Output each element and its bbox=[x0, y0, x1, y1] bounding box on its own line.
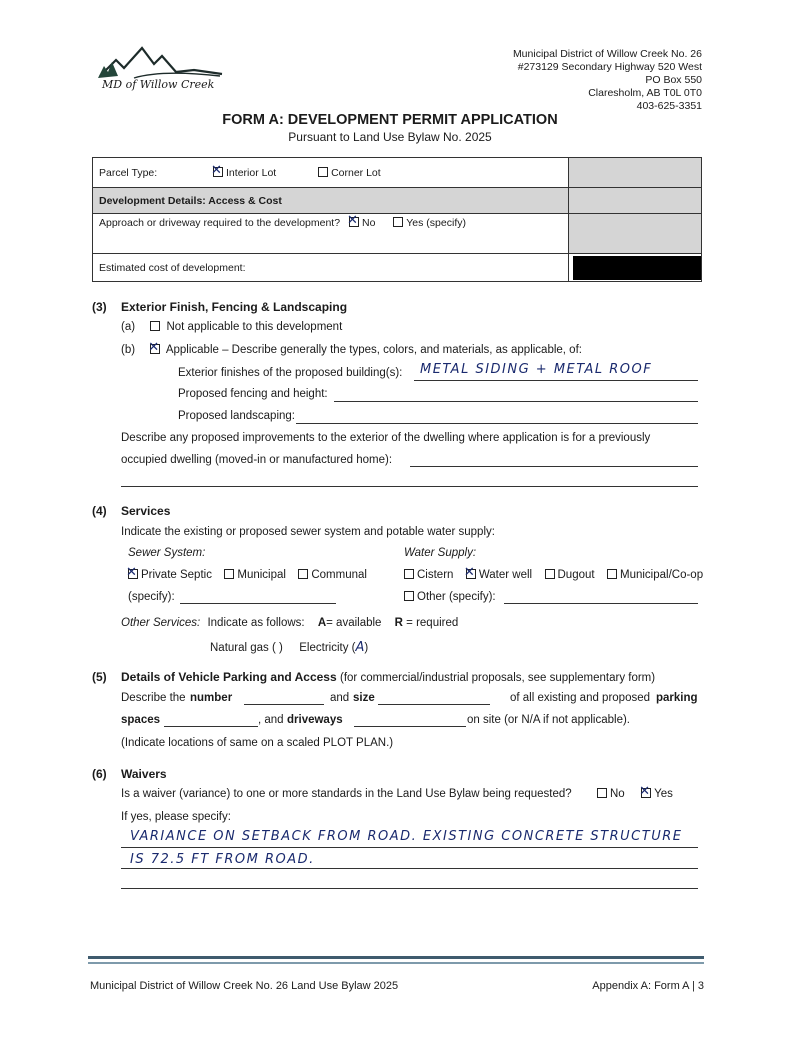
applicable-label: Applicable – Describe generally the types, colors, and materials, as applicable, of: bbox=[165, 344, 582, 356]
sewer-options bbox=[128, 569, 367, 581]
waiver-no-checkbox[interactable] bbox=[597, 788, 607, 798]
driveways-word: driveways bbox=[287, 714, 343, 726]
water-well-label: Water well bbox=[478, 569, 533, 581]
private-septic-label: Private Septic bbox=[141, 569, 212, 581]
required-key: R bbox=[394, 617, 403, 629]
waiver-line-3[interactable] bbox=[121, 888, 698, 889]
parking-spaces-line[interactable] bbox=[164, 726, 258, 727]
shaded-cell bbox=[569, 188, 702, 214]
municipal-sewer-checkbox[interactable] bbox=[224, 569, 234, 579]
shaded-cell bbox=[569, 214, 702, 254]
waiver-answer-line1[interactable]: VARIANCE ON SETBACK FROM ROAD. EXISTING CONCRETE STRUCTURE bbox=[130, 829, 683, 844]
municipal-coop-checkbox[interactable] bbox=[607, 569, 617, 579]
landscaping-input-line[interactable] bbox=[296, 423, 698, 424]
footer-left: Municipal District of Willow Creek No. 26 Land Use Bylaw 2025 bbox=[90, 980, 399, 992]
footer-rule-2 bbox=[88, 962, 704, 964]
improvements-text-2: occupied dwelling (moved-in or manufactured home): bbox=[121, 454, 393, 466]
section5-note: (for commercial/industrial proposals, see supplementary form) bbox=[340, 672, 656, 684]
section4-number: (4) bbox=[92, 504, 107, 518]
waiver-yes-checkbox[interactable] bbox=[641, 788, 651, 798]
waiver-line-2 bbox=[121, 868, 698, 869]
electricity-label: Electricity ( bbox=[299, 642, 356, 654]
fencing-label: Proposed fencing and height: bbox=[178, 388, 328, 400]
form-subtitle: Pursuant to Land Use Bylaw No. 2025 bbox=[288, 130, 492, 144]
dev-details-heading: Development Details: Access & Cost bbox=[93, 188, 569, 214]
parcel-type-label: Parcel Type: bbox=[99, 166, 158, 179]
estimated-cost-cell bbox=[569, 254, 702, 282]
landscaping-label: Proposed landscaping: bbox=[178, 410, 295, 422]
approach-yes-checkbox[interactable] bbox=[393, 217, 403, 227]
parking-describe-label: Describe the bbox=[121, 692, 186, 704]
electricity-close: ) bbox=[364, 642, 369, 654]
interior-lot-checkbox[interactable] bbox=[213, 167, 223, 177]
section4-title: Services bbox=[121, 504, 171, 518]
section3-option-a bbox=[121, 321, 342, 333]
parcel-details-table bbox=[92, 157, 702, 282]
private-septic-checkbox[interactable] bbox=[128, 569, 138, 579]
waiver-question: Is a waiver (variance) to one or more standards in the Land Use Bylaw being requested? bbox=[121, 788, 572, 800]
exterior-finishes-line bbox=[414, 380, 698, 381]
section5-heading bbox=[121, 670, 655, 684]
approach-yes-label: Yes (specify) bbox=[406, 217, 466, 229]
cistern-label: Cistern bbox=[417, 569, 454, 581]
address-line: 403-625-3351 bbox=[636, 100, 702, 112]
available-meaning: = available bbox=[326, 617, 382, 629]
option-b-marker: (b) bbox=[121, 344, 136, 356]
electricity-value[interactable]: A bbox=[355, 640, 365, 655]
logo bbox=[94, 42, 224, 98]
water-specify-line[interactable] bbox=[504, 603, 698, 604]
exterior-finishes-value[interactable]: METAL SIDING + METAL ROOF bbox=[420, 362, 653, 377]
address-line: Municipal District of Willow Creek No. 26 bbox=[512, 48, 702, 60]
driveways-line[interactable] bbox=[354, 726, 466, 727]
section5-title: Details of Vehicle Parking and Access bbox=[121, 670, 337, 684]
section5-number: (5) bbox=[92, 670, 107, 684]
dugout-label: Dugout bbox=[557, 569, 595, 581]
water-heading: Water Supply: bbox=[404, 547, 477, 559]
interior-lot-label: Interior Lot bbox=[226, 166, 277, 179]
dugout-checkbox[interactable] bbox=[545, 569, 555, 579]
natural-gas-field[interactable]: Natural gas ( ) bbox=[210, 642, 283, 654]
improvements-input-line-2[interactable] bbox=[121, 486, 698, 487]
plot-plan-note: (Indicate locations of same on a scaled PLOT PLAN.) bbox=[121, 737, 394, 749]
exterior-finishes-label: Exterior finishes of the proposed building(s): bbox=[178, 367, 403, 379]
address-line: PO Box 550 bbox=[645, 74, 702, 86]
cistern-checkbox[interactable] bbox=[404, 569, 414, 579]
footer-right: Appendix A: Form A | 3 bbox=[592, 980, 704, 992]
approach-question: Approach or driveway required to the development? bbox=[99, 217, 341, 229]
redacted-cost-block bbox=[573, 256, 701, 280]
mountain-logo-icon bbox=[94, 42, 224, 82]
shaded-cell bbox=[569, 158, 702, 188]
waiver-yes-label: Yes bbox=[654, 788, 673, 800]
other-water-label: Other (specify): bbox=[417, 591, 496, 603]
section6-number: (6) bbox=[92, 767, 107, 781]
improvements-text: Describe any proposed improvements to the exterior of the dwelling where application is for a previously bbox=[121, 432, 651, 444]
approach-cell bbox=[93, 214, 569, 254]
parcel-type-cell bbox=[93, 158, 569, 188]
number-word: number bbox=[190, 692, 233, 704]
water-options bbox=[404, 569, 703, 581]
other-water-checkbox[interactable] bbox=[404, 591, 414, 601]
fencing-input-line[interactable] bbox=[334, 401, 698, 402]
and-word: and bbox=[330, 692, 350, 704]
municipal-sewer-label: Municipal bbox=[237, 569, 286, 581]
option-a-marker: (a) bbox=[121, 321, 136, 333]
sewer-specify-line[interactable] bbox=[180, 603, 336, 604]
approach-no-checkbox[interactable] bbox=[349, 217, 359, 227]
section6-title: Waivers bbox=[121, 767, 167, 781]
waiver-no-label: No bbox=[610, 788, 625, 800]
sewer-heading: Sewer System: bbox=[128, 547, 206, 559]
other-services-label: Other Services: bbox=[121, 617, 201, 629]
required-meaning: = required bbox=[406, 617, 459, 629]
parking-word: parking bbox=[656, 692, 698, 704]
sewer-specify-label: (specify): bbox=[128, 591, 175, 603]
waiver-answer-line2[interactable]: IS 72.5 FT FROM ROAD. bbox=[130, 852, 315, 867]
municipal-address bbox=[402, 48, 702, 113]
of-all-label: of all existing and proposed bbox=[510, 692, 651, 704]
other-services-row bbox=[121, 617, 458, 629]
waiver-line-1 bbox=[121, 847, 698, 848]
logo-text: MD of Willow Creek bbox=[102, 78, 215, 91]
address-line: #273129 Secondary Highway 520 West bbox=[517, 61, 702, 73]
indicate-label: Indicate as follows: bbox=[207, 617, 305, 629]
improvements-input-line[interactable] bbox=[410, 466, 698, 467]
waiver-options bbox=[597, 788, 673, 800]
not-applicable-checkbox[interactable] bbox=[150, 321, 160, 331]
address-line: Claresholm, AB T0L 0T0 bbox=[588, 87, 702, 99]
applicable-checkbox[interactable] bbox=[150, 344, 160, 354]
parking-number-line[interactable] bbox=[244, 704, 324, 705]
municipal-coop-label: Municipal/Co-op bbox=[620, 569, 704, 581]
water-well-checkbox[interactable] bbox=[466, 569, 476, 579]
utilities-row bbox=[210, 640, 368, 655]
approach-no-label: No bbox=[361, 217, 376, 229]
services-intro: Indicate the existing or proposed sewer system and potable water supply: bbox=[121, 526, 495, 538]
water-other-option bbox=[404, 591, 496, 603]
corner-lot-checkbox[interactable] bbox=[318, 167, 328, 177]
and-comma: , and bbox=[258, 714, 284, 726]
estimated-cost-label: Estimated cost of development: bbox=[93, 254, 569, 282]
if-yes-label: If yes, please specify: bbox=[121, 811, 231, 823]
section3-title: Exterior Finish, Fencing & Landscaping bbox=[121, 300, 348, 314]
communal-sewer-label: Communal bbox=[311, 569, 367, 581]
not-applicable-label: Not applicable to this development bbox=[166, 321, 343, 333]
corner-lot-label: Corner Lot bbox=[331, 166, 381, 179]
size-word: size bbox=[353, 692, 375, 704]
form-title: FORM A: DEVELOPMENT PERMIT APPLICATION bbox=[222, 112, 558, 128]
spaces-word: spaces bbox=[121, 714, 161, 726]
footer-rule bbox=[88, 956, 704, 959]
section3-option-b bbox=[121, 344, 582, 356]
on-site-label: on site (or N/A if not applicable). bbox=[467, 714, 630, 726]
section3-number: (3) bbox=[92, 300, 107, 314]
communal-sewer-checkbox[interactable] bbox=[298, 569, 308, 579]
available-key: A bbox=[317, 617, 327, 629]
parking-size-line[interactable] bbox=[378, 704, 490, 705]
